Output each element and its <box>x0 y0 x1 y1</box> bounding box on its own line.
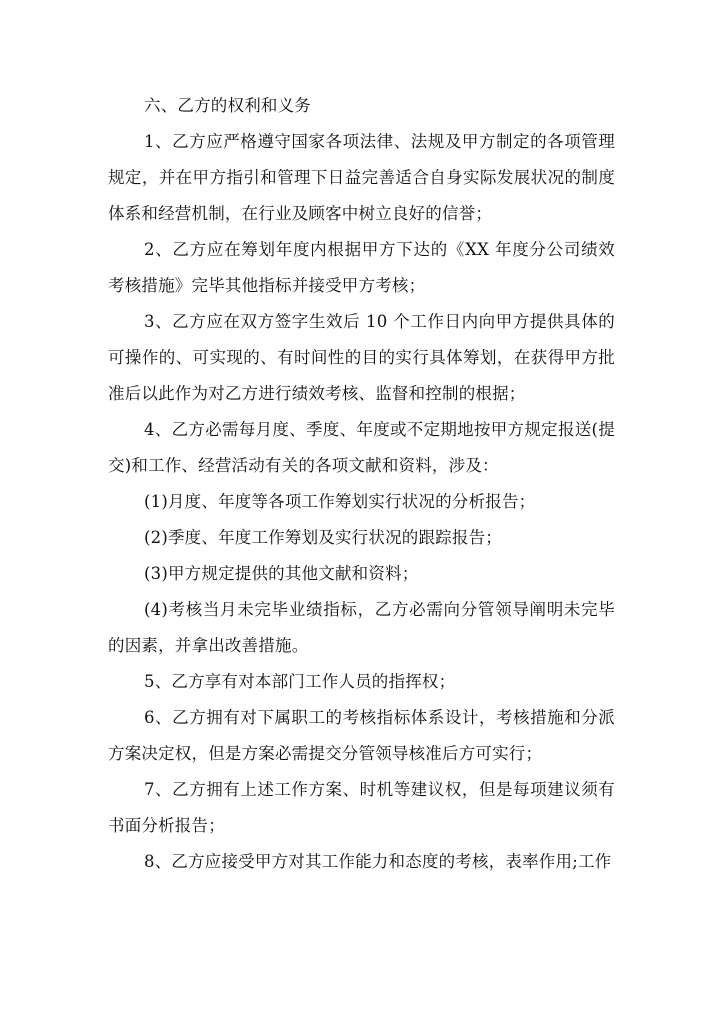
paragraph-3: 3、乙方应在双方签字生效后 10 个工作日内向甲方提供具体的可操作的、可实现的、有时间性的目的实行具体筹划，在获得甲方批准后以此作为对乙方进行绩效考核、监督和控制的根据； <box>108 312 615 403</box>
paragraph-4-item-1: (1)月度、年度等各项工作筹划实行状况的分析报告； <box>144 492 536 511</box>
paragraph-5: 5、乙方享有对本部门工作人员的指挥权； <box>144 672 456 691</box>
paragraph-1: 1、乙方应严格遵守国家各项法律、法规及甲方制定的各项管理规定，并在甲方指引和管理下日益完善适合自身实际发展状况的制度体系和经营机制，在行业及顾客中树立良好的信誉； <box>108 132 615 223</box>
paragraph-4-item-3: (3)甲方规定提供的其他文献和资料； <box>144 564 419 583</box>
paragraph-7: 7、乙方拥有上述工作方案、时机等建议权，但是每项建议须有书面分析报告； <box>108 780 615 835</box>
section-heading: 六、乙方的权利和义务 <box>144 96 311 115</box>
paragraph-8: 8、乙方应接受甲方对其工作能力和态度的考核，表率作用;工作 <box>144 852 612 871</box>
paragraph-4: 4、乙方必需每月度、季度、年度或不定期地按甲方规定报送(提交)和工作、经营活动有关的各项文献和资料，涉及： <box>108 420 615 475</box>
document-body <box>108 88 615 880</box>
paragraph-4-item-4: (4)考核当月未完毕业绩指标，乙方必需向分管领导阐明未完毕的因素，并拿出改善措施。 <box>108 600 615 655</box>
paragraph-2: 2、乙方应在筹划年度内根据甲方下达的《XX 年度分公司绩效考核措施》完毕其他指标并接受甲方考核； <box>108 240 615 295</box>
paragraph-4-item-2: (2)季度、年度工作筹划及实行状况的跟踪报告； <box>144 528 502 547</box>
paragraph-6: 6、乙方拥有对下属职工的考核指标体系设计，考核措施和分派方案决定权，但是方案必需提交分管领导核准后方可实行； <box>108 708 615 763</box>
